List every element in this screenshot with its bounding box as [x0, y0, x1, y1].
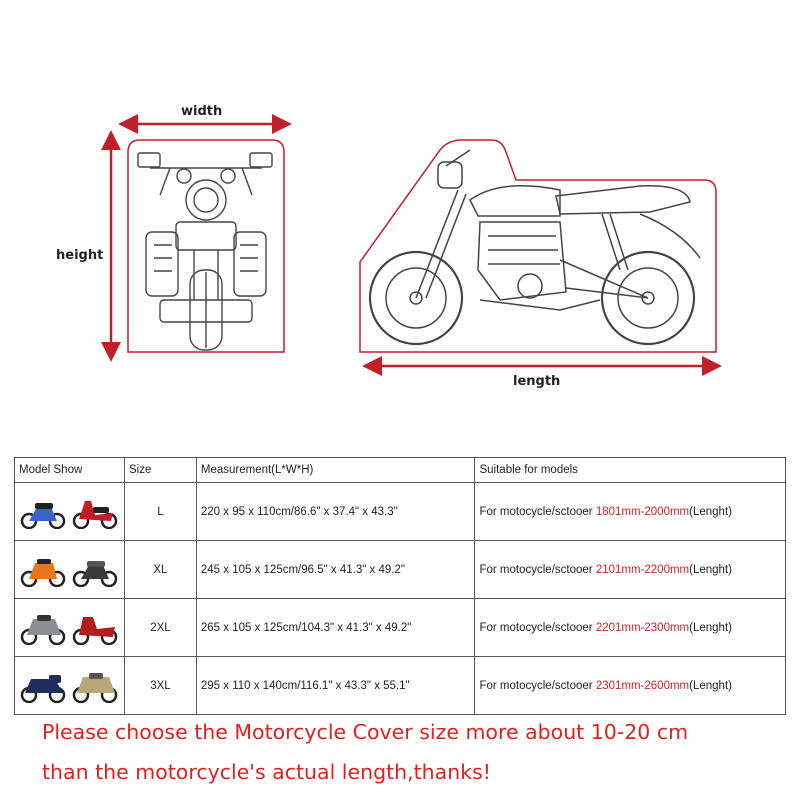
measurement-cell: 220 x 95 x 110cm/86.6" x 37.4" x 43.3" [196, 483, 475, 541]
header-suitable: Suitable for models [475, 458, 786, 483]
model-thumbnails [15, 599, 125, 657]
size-cell: L [124, 483, 196, 541]
size-table [14, 457, 786, 715]
model-thumbnails [15, 541, 125, 599]
table-row [15, 541, 786, 599]
model-thumbnails [15, 657, 125, 715]
motorcycle-thumb-icon [19, 495, 67, 529]
touring-bike-thumb-icon [71, 669, 119, 703]
header-model-show: Model Show [15, 458, 125, 483]
suitable-prefix: For motocycle/sctooer [479, 505, 596, 518]
height-label: height [56, 248, 104, 263]
scooter-thumb-icon [71, 495, 119, 529]
suitable-range: 2201mm-2300mm [595, 621, 690, 634]
suitable-cell [475, 599, 786, 657]
suitable-prefix: For motocycle/sctooer [479, 679, 596, 692]
suitable-suffix: (Lenght) [689, 563, 732, 576]
dirt-bike-thumb-icon [19, 553, 67, 587]
measurement-cell: 295 x 110 x 140cm/116.1" x 43.3" x 55.1" [196, 657, 475, 715]
measurement-cell: 245 x 105 x 125cm/96.5" x 41.3" x 49.2" [196, 541, 475, 599]
size-note-line-1: Please choose the Motorcycle Cover size more about 10-20 cm [42, 720, 689, 744]
suitable-range: 1801mm-2000mm [595, 505, 690, 518]
suitable-cell [475, 657, 786, 715]
side-cover-outline [360, 140, 716, 352]
header-measurement: Measurement(L*W*H) [196, 458, 475, 483]
length-label: length [513, 374, 561, 389]
cruiser-thumb-icon [19, 669, 67, 703]
suitable-suffix: (Lenght) [689, 679, 732, 692]
size-cell: 3XL [124, 657, 196, 715]
suitable-suffix: (Lenght) [689, 621, 732, 634]
suitable-prefix: For motocycle/sctooer [479, 621, 596, 634]
touring-bike-thumb-icon [19, 611, 67, 645]
size-cell: XL [124, 541, 196, 599]
table-row [15, 599, 786, 657]
suitable-suffix: (Lenght) [689, 505, 732, 518]
model-thumbnails [15, 483, 125, 541]
size-cell: 2XL [124, 599, 196, 657]
measurement-cell: 265 x 105 x 125cm/104.3" x 41.3" x 49.2" [196, 599, 475, 657]
suitable-prefix: For motocycle/sctooer [479, 563, 596, 576]
front-motorcycle-drawing [138, 153, 272, 350]
header-size: Size [124, 458, 196, 483]
suitable-range: 2301mm-2600mm [595, 679, 690, 692]
table-row [15, 657, 786, 715]
suitable-cell [475, 483, 786, 541]
motorcycle-thumb-icon [71, 553, 119, 587]
table-header-row [15, 458, 786, 483]
size-note-line-2: than the motorcycle's actual length,thanks! [42, 760, 491, 784]
maxi-scooter-thumb-icon [71, 611, 119, 645]
suitable-range: 2101mm-2200mm [595, 563, 690, 576]
width-label: width [181, 104, 223, 119]
table-row [15, 483, 786, 541]
suitable-cell [475, 541, 786, 599]
